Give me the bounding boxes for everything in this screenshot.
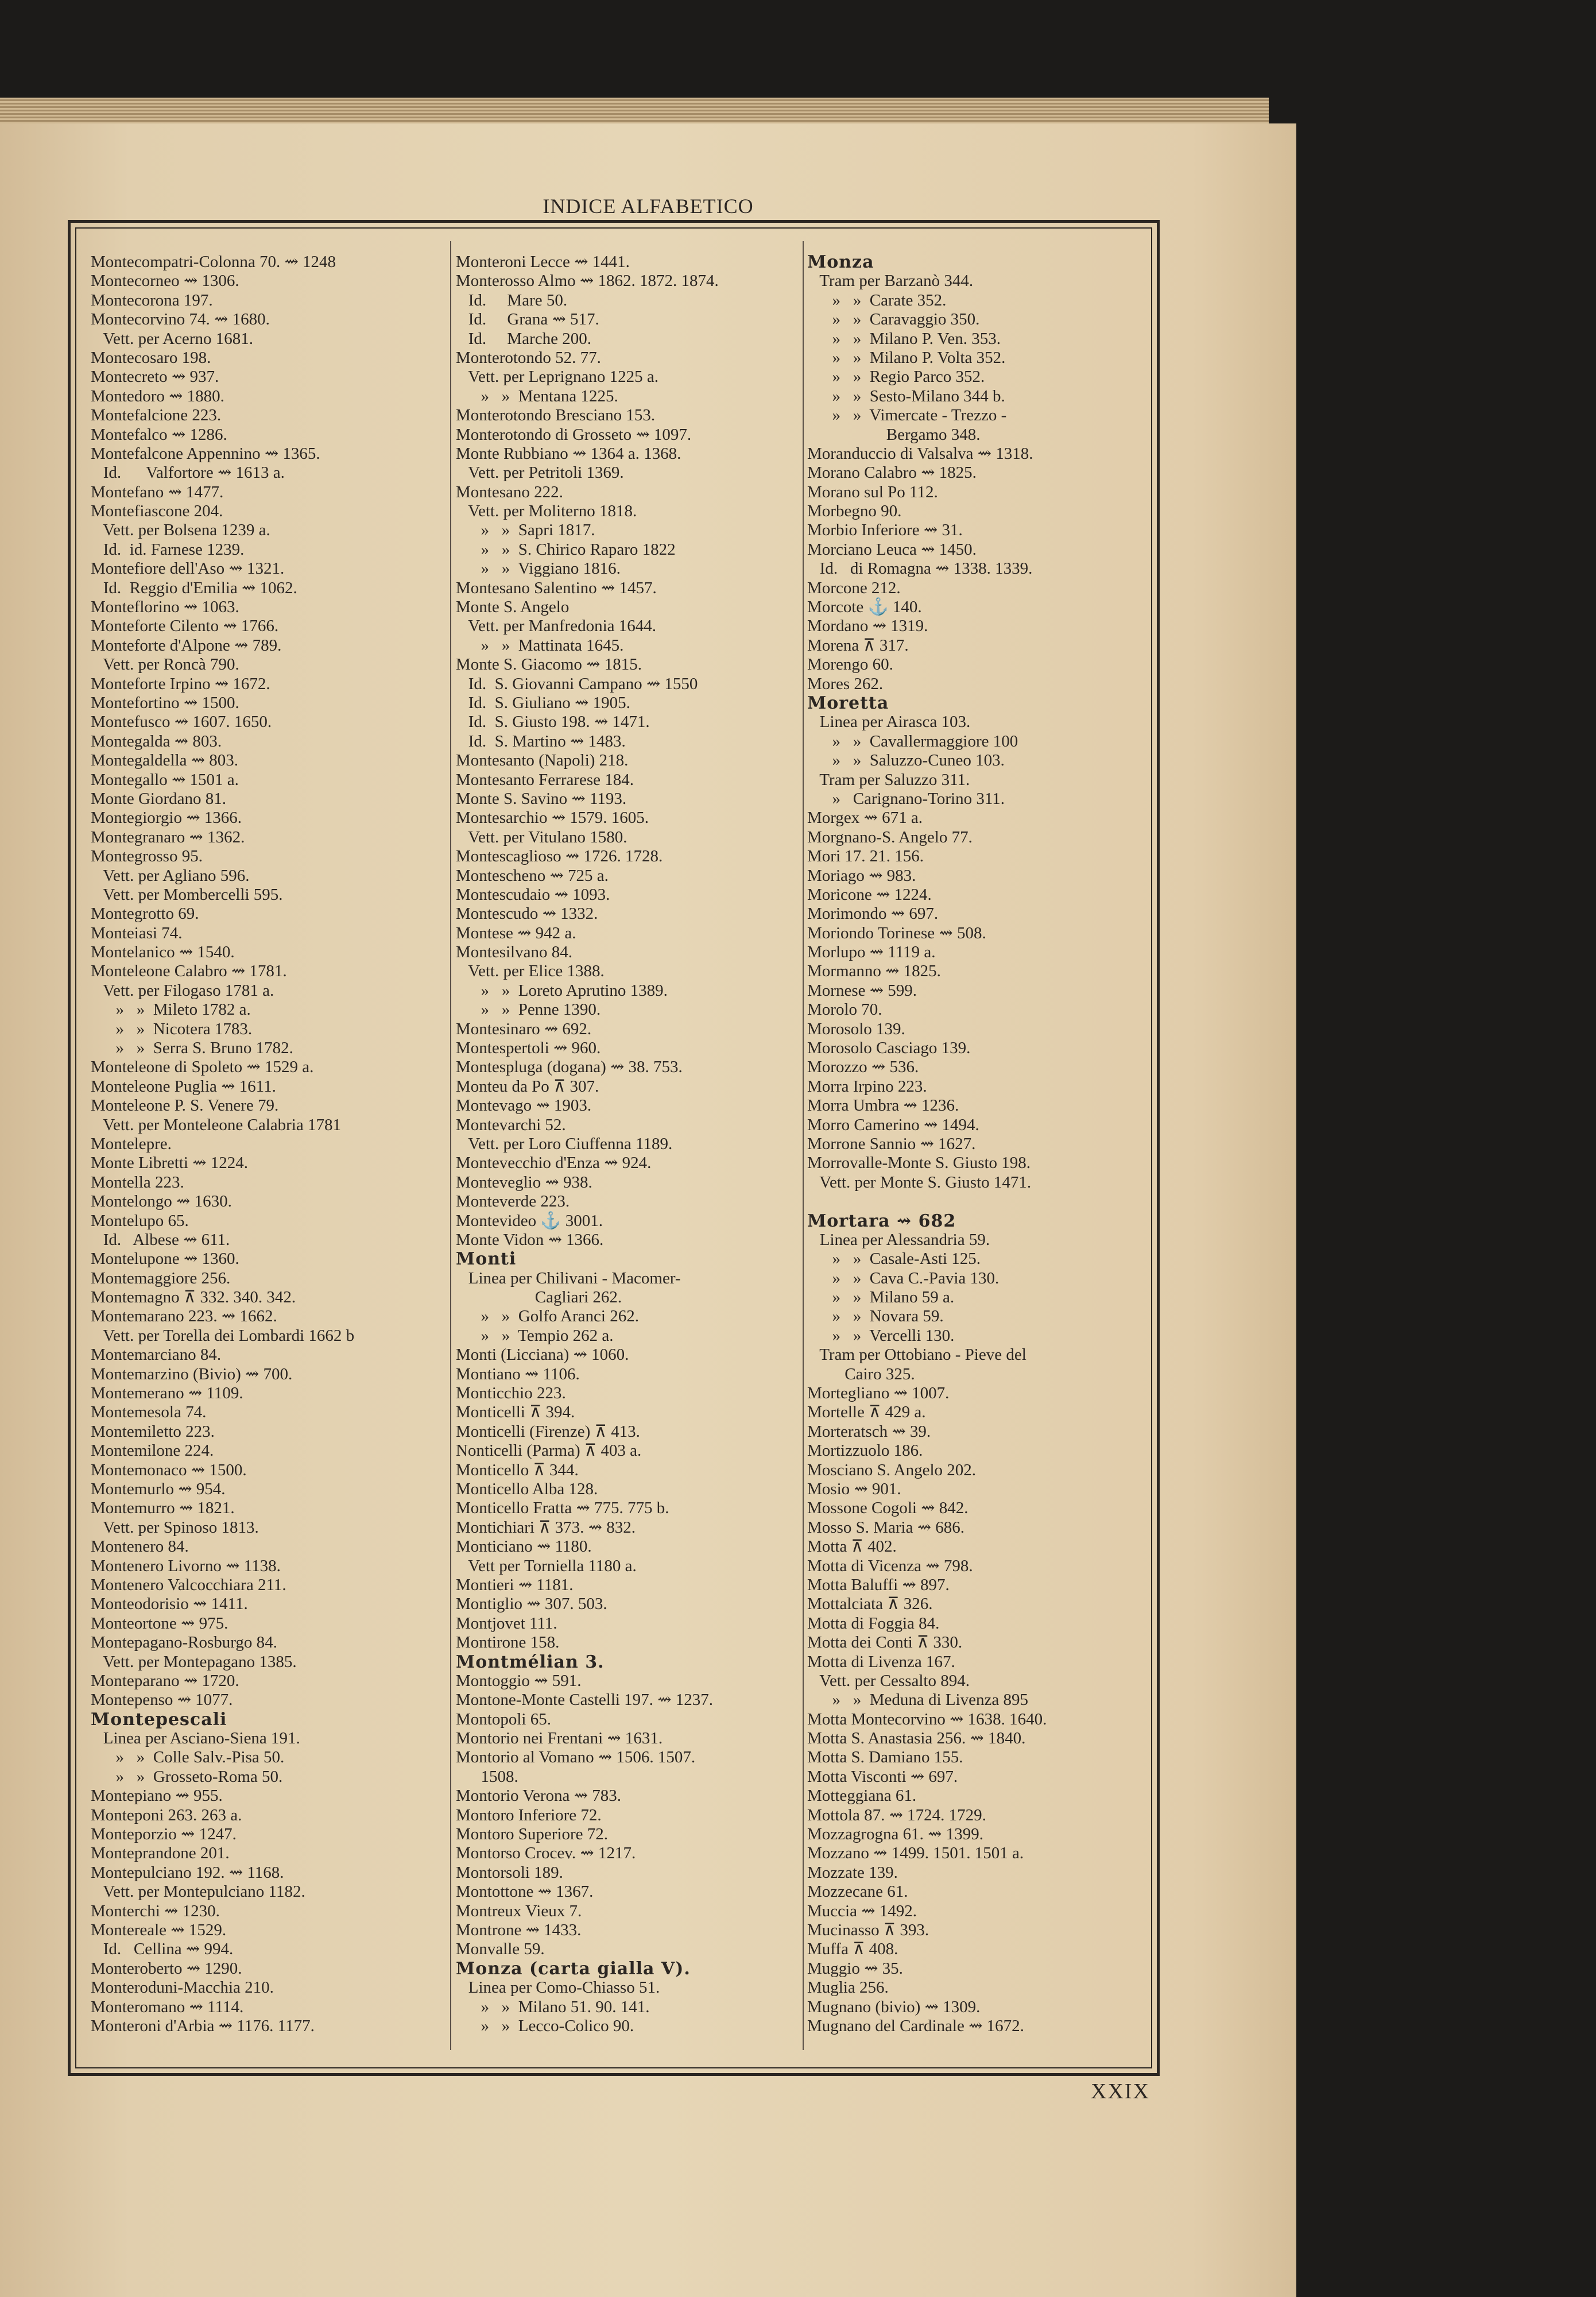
index-entry: Montepiano ⇝ 955. <box>91 1786 223 1805</box>
index-entry: Montecreto ⇝ 937. <box>91 368 219 386</box>
index-entry: Mugnano (bivio) ⇝ 1309. <box>807 1997 981 2016</box>
index-entry: Monte Giordano 81. <box>91 789 226 808</box>
index-entry: Mosciano S. Angelo 202. <box>807 1460 977 1479</box>
index-entry: Montesinaro ⇝ 692. <box>456 1019 592 1038</box>
index-entry: Montefortino ⇝ 1500. <box>91 693 239 712</box>
index-entry: Mozzano ⇝ 1499. 1501. 1501 a. <box>807 1844 1024 1863</box>
index-entry: Morro Camerino ⇝ 1494. <box>807 1115 979 1134</box>
index-entry: Montelongo ⇝ 1630. <box>91 1192 232 1211</box>
index-entry: Montesanto Ferrarese 184. <box>456 770 634 789</box>
index-entry: Mortara ⇝ 682 <box>807 1211 956 1231</box>
index-entry: Vett. per Manfredonia 1644. <box>456 617 656 636</box>
index-entry: Mores 262. <box>807 674 884 693</box>
index-entry: Montepulciano 192. ⇝ 1168. <box>91 1863 284 1882</box>
index-entry: Montecompatri-Colonna 70. ⇝ 1248 <box>91 253 336 271</box>
index-entry: Montelepre. <box>91 1134 172 1153</box>
index-entry: » » Grosseto-Roma 50. <box>91 1767 283 1786</box>
index-entry: » » Serra S. Bruno 1782. <box>91 1039 293 1058</box>
index-entry: Vett. per Cessalto 894. <box>807 1671 970 1690</box>
index-entry: Monteforte Irpino ⇝ 1672. <box>91 674 270 693</box>
index-entry: Mugnano del Cardinale ⇝ 1672. <box>807 2016 1024 2035</box>
index-entry: Montorio al Vomano ⇝ 1506. 1507. <box>456 1748 696 1767</box>
index-entry: Vett. per Agliano 596. <box>91 866 250 885</box>
index-entry: Montefalco ⇝ 1286. <box>91 425 227 444</box>
index-entry: Monterosso Almo ⇝ 1862. 1872. 1874. <box>456 272 719 291</box>
index-entry: Montegrotto 69. <box>91 904 199 923</box>
index-entry: Vett per Torniella 1180 a. <box>456 1556 637 1575</box>
index-entry: Montescudo ⇝ 1332. <box>456 904 598 923</box>
index-entry: Monza <box>807 252 874 272</box>
index-entry: Montiano ⇝ 1106. <box>456 1364 580 1383</box>
index-entry: Monteroberto ⇝ 1290. <box>91 1959 242 1978</box>
index-entry: » » Penne 1390. <box>456 1000 601 1019</box>
index-entry: Vett. per Torella dei Lombardi 1662 b <box>91 1326 355 1345</box>
index-entry: Linea per Como-Chiasso 51. <box>456 1978 660 1997</box>
index-entry: Montepenso ⇝ 1077. <box>91 1691 233 1710</box>
index-entry: Id. Grana ⇝ 517. <box>456 310 599 329</box>
index-entry: Montopoli 65. <box>456 1710 551 1728</box>
index-entry: Morteratsch ⇝ 39. <box>807 1422 931 1441</box>
index-entry: Morosolo Casciago 139. <box>807 1039 971 1058</box>
index-entry: Morrone Sannio ⇝ 1627. <box>807 1134 976 1153</box>
index-entry: Mozzagrogna 61. ⇝ 1399. <box>807 1825 983 1844</box>
index-entry: Monteverde 223. <box>456 1192 570 1211</box>
index-entry: Monterotondo di Grosseto ⇝ 1097. <box>456 425 692 444</box>
index-entry: Monte Vidon ⇝ 1366. <box>456 1230 604 1249</box>
index-entry: Monterchi ⇝ 1230. <box>91 1901 220 1920</box>
index-entry: » » Vercelli 130. <box>807 1326 955 1345</box>
index-entry: Cagliari 262. <box>456 1288 622 1307</box>
index-entry: Monteroduni-Macchia 210. <box>91 1978 274 1997</box>
index-entry: Montrone ⇝ 1433. <box>456 1920 582 1939</box>
index-entry: » » S. Chirico Raparo 1822 <box>456 540 676 559</box>
index-entry: Monterotondo Bresciano 153. <box>456 406 656 425</box>
index-entry: Monte Libretti ⇝ 1224. <box>91 1154 248 1173</box>
index-entry: Morimondo ⇝ 697. <box>807 904 939 923</box>
index-entry: Linea per Asciano-Siena 191. <box>91 1729 300 1748</box>
index-entry: » » Loreto Aprutino 1389. <box>456 981 668 1000</box>
index-entry: Montone-Monte Castelli 197. ⇝ 1237. <box>456 1691 713 1710</box>
index-entry: Montemonaco ⇝ 1500. <box>91 1460 247 1479</box>
index-entry: » » Sesto-Milano 344 b. <box>807 386 1005 405</box>
index-entry: Montenero Livorno ⇝ 1138. <box>91 1556 281 1575</box>
index-entry: Montenero Valcocchiara 211. <box>91 1575 286 1594</box>
index-entry: Montiglio ⇝ 307. 503. <box>456 1595 607 1614</box>
index-entry: Motta di Livenza 167. <box>807 1652 955 1671</box>
index-entry: » » Novara 59. <box>807 1307 944 1326</box>
index-entry: Cairo 325. <box>807 1364 915 1383</box>
index-entry: Monte S. Savino ⇝ 1193. <box>456 789 627 808</box>
index-entry: Montegrosso 95. <box>91 847 203 866</box>
index-entry: Vett. per Elice 1388. <box>456 962 605 981</box>
index-entry: Monteleone P. S. Venere 79. <box>91 1096 279 1115</box>
index-entry: Monterotondo 52. 77. <box>456 348 601 367</box>
index-entry: Montesilvano 84. <box>456 943 572 962</box>
index-entry: Montemiletto 223. <box>91 1422 215 1441</box>
index-entry: Mortelle ⊼ 429 a. <box>807 1403 926 1422</box>
index-entry: Morano sul Po 112. <box>807 482 938 501</box>
index-entry: Id. id. Farnese 1239. <box>91 540 245 559</box>
index-entry: Montreux Vieux 7. <box>456 1901 582 1920</box>
index-entry: Motta S. Damiano 155. <box>807 1748 963 1767</box>
index-entry: 1508. <box>456 1767 518 1786</box>
index-entry: Montecosaro 198. <box>91 348 211 367</box>
index-entry: Vett. per Moliterno 1818. <box>456 502 637 521</box>
index-entry: Muccia ⇝ 1492. <box>807 1901 917 1920</box>
index-entry: Morra Umbra ⇝ 1236. <box>807 1096 959 1115</box>
index-entry: Monticelli (Firenze) ⊼ 413. <box>456 1422 640 1441</box>
index-entry: Mortizzuolo 186. <box>807 1441 923 1460</box>
index-entry: Moretta <box>807 693 889 713</box>
index-entry: Monteprandone 201. <box>91 1844 230 1863</box>
index-entry: Montescudaio ⇝ 1093. <box>456 885 610 904</box>
index-entry: Monteleone Puglia ⇝ 1611. <box>91 1077 276 1096</box>
index-entry: » » Mattinata 1645. <box>456 636 624 655</box>
index-entry: Montegiorgio ⇝ 1366. <box>91 809 242 827</box>
index-entry: Motta di Vicenza ⇝ 798. <box>807 1556 973 1575</box>
index-entry: Monticelli ⊼ 394. <box>456 1403 575 1422</box>
index-entry: » » Carate 352. <box>807 291 947 310</box>
index-entry: Mormanno ⇝ 1825. <box>807 962 941 981</box>
index-entry: Montoro Superiore 72. <box>456 1825 608 1844</box>
index-entry: Monticchio 223. <box>456 1384 566 1403</box>
index-entry: Vett. per Vitulano 1580. <box>456 827 627 846</box>
index-column-2 <box>456 253 812 2036</box>
index-entry: Montelupo 65. <box>91 1211 189 1230</box>
index-entry: Montescaglioso ⇝ 1726. 1728. <box>456 847 663 866</box>
index-entry: Vett. per Roncà 790. <box>91 655 239 674</box>
index-entry: Vett. per Monte S. Giusto 1471. <box>807 1173 1032 1192</box>
index-entry: Motta Montecorvino ⇝ 1638. 1640. <box>807 1710 1047 1728</box>
index-entry: Morozzo ⇝ 536. <box>807 1058 919 1077</box>
index-entry: Montorio Verona ⇝ 783. <box>456 1786 621 1805</box>
index-entry: Morena ⊼ 317. <box>807 636 909 655</box>
index-entry: » » Lecco-Colico 90. <box>456 2016 634 2035</box>
index-entry: Montesarchio ⇝ 1579. 1605. <box>456 809 649 827</box>
index-entry: » » Milano 59 a. <box>807 1288 955 1307</box>
index-entry: Monte S. Angelo <box>456 598 570 617</box>
index-entry: Moriago ⇝ 983. <box>807 866 916 885</box>
index-entry: Montegaldella ⇝ 803. <box>91 751 239 770</box>
index-entry: Mortegliano ⇝ 1007. <box>807 1384 950 1403</box>
index-entry: Morolo 70. <box>807 1000 882 1019</box>
index-entry: Id. Valfortore ⇝ 1613 a. <box>91 463 285 482</box>
index-entry: » » Viggiano 1816. <box>456 559 621 578</box>
index-entry: Monteroni d'Arbia ⇝ 1176. 1177. <box>91 2016 315 2035</box>
index-entry: Moranduccio di Valsalva ⇝ 1318. <box>807 444 1033 463</box>
index-entry: Montefiore dell'Aso ⇝ 1321. <box>91 559 285 578</box>
index-entry: Morbio Inferiore ⇝ 31. <box>807 521 963 540</box>
index-entry: Morengo 60. <box>807 655 893 674</box>
index-entry: Motteggiana 61. <box>807 1786 917 1805</box>
index-entry: Montemesola 74. <box>91 1403 207 1422</box>
index-entry: Mordano ⇝ 1319. <box>807 617 928 636</box>
index-entry: Montorsoli 189. <box>456 1863 563 1882</box>
index-entry: Monteponi 263. 263 a. <box>91 1805 242 1824</box>
index-entry: Montesano 222. <box>456 482 563 501</box>
index-entry: » » Milano P. Volta 352. <box>807 348 1006 367</box>
index-entry: Montepagano-Rosburgo 84. <box>91 1633 277 1652</box>
index-entry: Vett. per Bolsena 1239 a. <box>91 521 270 540</box>
index-entry: Montieri ⇝ 1181. <box>456 1575 574 1594</box>
index-entry: Montese ⇝ 942 a. <box>456 923 576 942</box>
index-entry: » » Mileto 1782 a. <box>91 1000 251 1019</box>
index-entry: Montemarano 223. ⇝ 1662. <box>91 1307 277 1326</box>
index-entry: Vett. per Leprignano 1225 a. <box>456 368 659 386</box>
index-entry: Id. Reggio d'Emilia ⇝ 1062. <box>91 578 297 597</box>
index-entry: Montegalda ⇝ 803. <box>91 732 222 751</box>
index-entry: » » Cava C.-Pavia 130. <box>807 1269 1000 1287</box>
index-entry: Montespluga (dogana) ⇝ 38. 753. <box>456 1058 683 1077</box>
index-entry: Mucinasso ⊼ 393. <box>807 1920 929 1939</box>
index-entry: Vett. per Monteleone Calabria 1781 <box>91 1115 341 1134</box>
index-entry: Linea per Alessandria 59. <box>807 1230 990 1249</box>
index-entry: Montemilone 224. <box>91 1441 214 1460</box>
index-entry: Id. di Romagna ⇝ 1338. 1339. <box>807 559 1033 578</box>
index-entry: Montefalcone Appennino ⇝ 1365. <box>91 444 320 463</box>
index-entry: Montevarchi 52. <box>456 1115 566 1134</box>
index-entry: Montorso Crocev. ⇝ 1217. <box>456 1844 636 1863</box>
index-entry: Morciano Leuca ⇝ 1450. <box>807 540 977 559</box>
index-entry: Vett. per Montepagano 1385. <box>91 1652 297 1671</box>
index-entry: » » Sapri 1817. <box>456 521 595 540</box>
index-entry: Montelanico ⇝ 1540. <box>91 943 235 962</box>
index-entry: Monteu da Po ⊼ 307. <box>456 1077 599 1096</box>
index-entry: Montereale ⇝ 1529. <box>91 1920 227 1939</box>
index-entry: Monteiasi 74. <box>91 923 183 942</box>
index-entry: Monti (Licciana) ⇝ 1060. <box>456 1345 629 1364</box>
index-entry: Moriondo Torinese ⇝ 508. <box>807 923 986 942</box>
index-entry: Morrovalle-Monte S. Giusto 198. <box>807 1154 1031 1173</box>
index-entry: Montemerano ⇝ 1109. <box>91 1384 243 1403</box>
index-entry: Mozzate 139. <box>807 1863 898 1882</box>
index-entry: Monticello Alba 128. <box>456 1480 598 1498</box>
index-entry: Motta di Foggia 84. <box>807 1614 940 1633</box>
index-entry: Tram per Ottobiano - Pieve del <box>807 1345 1026 1364</box>
index-entry: » Carignano-Torino 311. <box>807 789 1005 808</box>
index-entry: Monticello ⊼ 344. <box>456 1460 579 1479</box>
index-entry: Vett. per Montepulciano 1182. <box>91 1882 305 1901</box>
index-entry: Mottola 87. ⇝ 1724. 1729. <box>807 1805 986 1824</box>
index-entry: Muglia 256. <box>807 1978 889 1997</box>
index-entry: Morbegno 90. <box>807 502 902 521</box>
index-entry: Vett. per Acerno 1681. <box>91 329 253 348</box>
index-entry: Monticello Fratta ⇝ 775. 775 b. <box>456 1499 669 1518</box>
index-entry: Mozzecane 61. <box>807 1882 908 1901</box>
index-entry: Monte S. Giacomo ⇝ 1815. <box>456 655 642 674</box>
index-entry: Montemarciano 84. <box>91 1345 222 1364</box>
index-entry: Montelupone ⇝ 1360. <box>91 1250 239 1269</box>
index-entry: Montedoro ⇝ 1880. <box>91 386 224 405</box>
index-entry: Vett. per Filogaso 1781 a. <box>91 981 274 1000</box>
index-entry: Morra Irpino 223. <box>807 1077 927 1096</box>
index-entry: Montespertoli ⇝ 960. <box>456 1039 601 1058</box>
index-entry: Id. Marche 200. <box>456 329 591 348</box>
index-entry: Monteporzio ⇝ 1247. <box>91 1825 237 1844</box>
index-entry: Montella 223. <box>91 1173 184 1192</box>
index-entry: Morcote ⚓ 140. <box>807 598 922 617</box>
index-entry: Vett. per Mombercelli 595. <box>91 885 283 904</box>
index-entry: Montoggio ⇝ 591. <box>456 1671 582 1690</box>
index-entry: Motta S. Anastasia 256. ⇝ 1840. <box>807 1729 1026 1748</box>
index-entry: Monti <box>456 1249 517 1270</box>
index-entry: Montoro Inferiore 72. <box>456 1805 602 1824</box>
index-entry: Montmélian 3. <box>456 1652 605 1672</box>
index-entry: Vett. per Petritoli 1369. <box>456 463 624 482</box>
index-entry: Montefiascone 204. <box>91 502 223 521</box>
index-entry: Monteroni Lecce ⇝ 1441. <box>456 253 630 271</box>
index-entry: Morgex ⇝ 671 a. <box>807 809 923 827</box>
index-entry: Montesano Salentino ⇝ 1457. <box>456 578 657 597</box>
index-entry: » » Milano 51. 90. 141. <box>456 1997 650 2016</box>
index-entry: Monte Rubbiano ⇝ 1364 a. 1368. <box>456 444 681 463</box>
index-entry: » » Mentana 1225. <box>456 386 618 405</box>
index-entry: » » Vimercate - Trezzo - <box>807 406 1007 425</box>
index-entry: Morano Calabro ⇝ 1825. <box>807 463 977 482</box>
index-entry: Montemagno ⊼ 332. 340. 342. <box>91 1288 296 1307</box>
index-entry <box>807 1192 1163 1211</box>
index-entry: Motta Visconti ⇝ 697. <box>807 1767 958 1786</box>
index-entry: Monteforte d'Alpone ⇝ 789. <box>91 636 282 655</box>
index-entry: Nonticelli (Parma) ⊼ 403 a. <box>456 1441 642 1460</box>
index-entry: Montevecchio d'Enza ⇝ 924. <box>456 1154 652 1173</box>
index-entry: Id. Mare 50. <box>456 291 568 310</box>
index-entry: Motta Baluffi ⇝ 897. <box>807 1575 950 1594</box>
index-entry: Id. S. Martino ⇝ 1483. <box>456 732 626 751</box>
index-entry: Mossone Cogoli ⇝ 842. <box>807 1499 969 1518</box>
index-entry: » » Saluzzo-Cuneo 103. <box>807 751 1005 770</box>
index-entry: Montorio nei Frentani ⇝ 1631. <box>456 1729 663 1748</box>
index-entry: Montecorona 197. <box>91 291 213 310</box>
index-entry: Montegranaro ⇝ 1362. <box>91 827 245 846</box>
index-entry: » » Casale-Asti 125. <box>807 1250 981 1269</box>
index-entry: Mosio ⇝ 901. <box>807 1480 901 1498</box>
index-entry: Montefalcione 223. <box>91 406 222 425</box>
index-entry: Id. S. Giusto 198. ⇝ 1471. <box>456 713 650 732</box>
index-entry: Morcone 212. <box>807 578 901 597</box>
index-entry: Montichiari ⊼ 373. ⇝ 832. <box>456 1518 636 1537</box>
index-entry: Montemaggiore 256. <box>91 1269 231 1287</box>
index-entry: » » Caravaggio 350. <box>807 310 980 329</box>
index-entry: Mosso S. Maria ⇝ 686. <box>807 1518 965 1537</box>
index-entry: » » Milano P. Ven. 353. <box>807 329 1001 348</box>
index-entry: Montevago ⇝ 1903. <box>456 1096 592 1115</box>
page-number: XXIX <box>1091 2079 1150 2103</box>
index-entry: Montecorneo ⇝ 1306. <box>91 272 239 291</box>
index-entry: Montefusco ⇝ 1607. 1650. <box>91 713 272 732</box>
index-entry: Mori 17. 21. 156. <box>807 847 924 866</box>
index-entry: Montottone ⇝ 1367. <box>456 1882 594 1901</box>
index-entry: Muggio ⇝ 35. <box>807 1959 903 1978</box>
index-entry: Morlupo ⇝ 1119 a. <box>807 943 936 962</box>
index-entry: Monteleone Calabro ⇝ 1781. <box>91 962 287 981</box>
index-entry: Montesanto (Napoli) 218. <box>456 751 629 770</box>
index-entry: Bergamo 348. <box>807 425 981 444</box>
index-entry: Id. S. Giovanni Campano ⇝ 1550 <box>456 674 698 693</box>
index-entry: Mottalciata ⊼ 326. <box>807 1595 933 1614</box>
index-entry: Motta dei Conti ⊼ 330. <box>807 1633 963 1652</box>
index-entry: Monteromano ⇝ 1114. <box>91 1997 244 2016</box>
index-entry: Montevideo ⚓ 3001. <box>456 1211 603 1230</box>
index-entry: Monteleone di Spoleto ⇝ 1529 a. <box>91 1058 314 1077</box>
index-entry: Linea per Chilivani - Macomer- <box>456 1269 681 1287</box>
index-entry: Monteodorisio ⇝ 1411. <box>91 1595 248 1614</box>
index-entry: Monteforte Cilento ⇝ 1766. <box>91 617 279 636</box>
index-entry: Vett. per Loro Ciuffenna 1189. <box>456 1134 673 1153</box>
page-header: INDICE ALFABETICO <box>543 195 754 218</box>
index-entry: Tram per Barzanò 344. <box>807 272 974 291</box>
index-entry: Morgnano-S. Angelo 77. <box>807 827 973 846</box>
index-entry: Moricone ⇝ 1224. <box>807 885 932 904</box>
index-entry: » » Colle Salv.-Pisa 50. <box>91 1748 285 1767</box>
index-entry: Monticiano ⇝ 1180. <box>456 1537 592 1556</box>
index-entry: » » Tempio 262 a. <box>456 1326 614 1345</box>
index-entry: Montjovet 111. <box>456 1614 557 1633</box>
index-entry: Montescheno ⇝ 725 a. <box>456 866 609 885</box>
index-column-3 <box>807 253 1163 2036</box>
index-entry: Montepescali <box>91 1709 227 1730</box>
index-entry: Monteveglio ⇝ 938. <box>456 1173 592 1192</box>
index-entry: Muffa ⊼ 408. <box>807 1940 898 1959</box>
index-entry: » » Cavallermaggiore 100 <box>807 732 1018 751</box>
index-entry: Id. Albese ⇝ 611. <box>91 1230 230 1249</box>
index-entry: Monvalle 59. <box>456 1940 545 1959</box>
index-entry: Montegallo ⇝ 1501 a. <box>91 770 239 789</box>
index-entry: Morosolo 139. <box>807 1019 905 1038</box>
index-entry: Montemurro ⇝ 1821. <box>91 1499 235 1518</box>
index-entry: Montenero 84. <box>91 1537 189 1556</box>
index-entry: Id. S. Giuliano ⇝ 1905. <box>456 693 630 712</box>
index-entry: Monza (carta gialla V). <box>456 1958 691 1979</box>
index-entry: » » Golfo Aranci 262. <box>456 1307 639 1326</box>
index-entry: Montecorvino 74. ⇝ 1680. <box>91 310 270 329</box>
index-entry: Mornese ⇝ 599. <box>807 981 917 1000</box>
column-separator-1 <box>450 241 451 2050</box>
index-entry: Tram per Saluzzo 311. <box>807 770 970 789</box>
index-entry: Monteparano ⇝ 1720. <box>91 1671 239 1690</box>
index-entry: Montefano ⇝ 1477. <box>91 482 224 501</box>
index-entry: » » Nicotera 1783. <box>91 1019 253 1038</box>
index-column-1 <box>91 253 447 2036</box>
index-entry: Linea per Airasca 103. <box>807 713 971 732</box>
index-entry: » » Regio Parco 352. <box>807 368 985 386</box>
index-entry: Id. Cellina ⇝ 994. <box>91 1940 234 1959</box>
index-entry: Monteflorino ⇝ 1063. <box>91 598 239 617</box>
index-entry: Monteortone ⇝ 975. <box>91 1614 228 1633</box>
index-entry: Vett. per Spinoso 1813. <box>91 1518 259 1537</box>
index-entry: Montemurlo ⇝ 954. <box>91 1480 226 1498</box>
index-entry: Motta ⊼ 402. <box>807 1537 897 1556</box>
index-entry: » » Meduna di Livenza 895 <box>807 1691 1028 1710</box>
index-entry: Montemarzino (Bivio) ⇝ 700. <box>91 1364 293 1383</box>
index-entry: Montirone 158. <box>456 1633 560 1652</box>
